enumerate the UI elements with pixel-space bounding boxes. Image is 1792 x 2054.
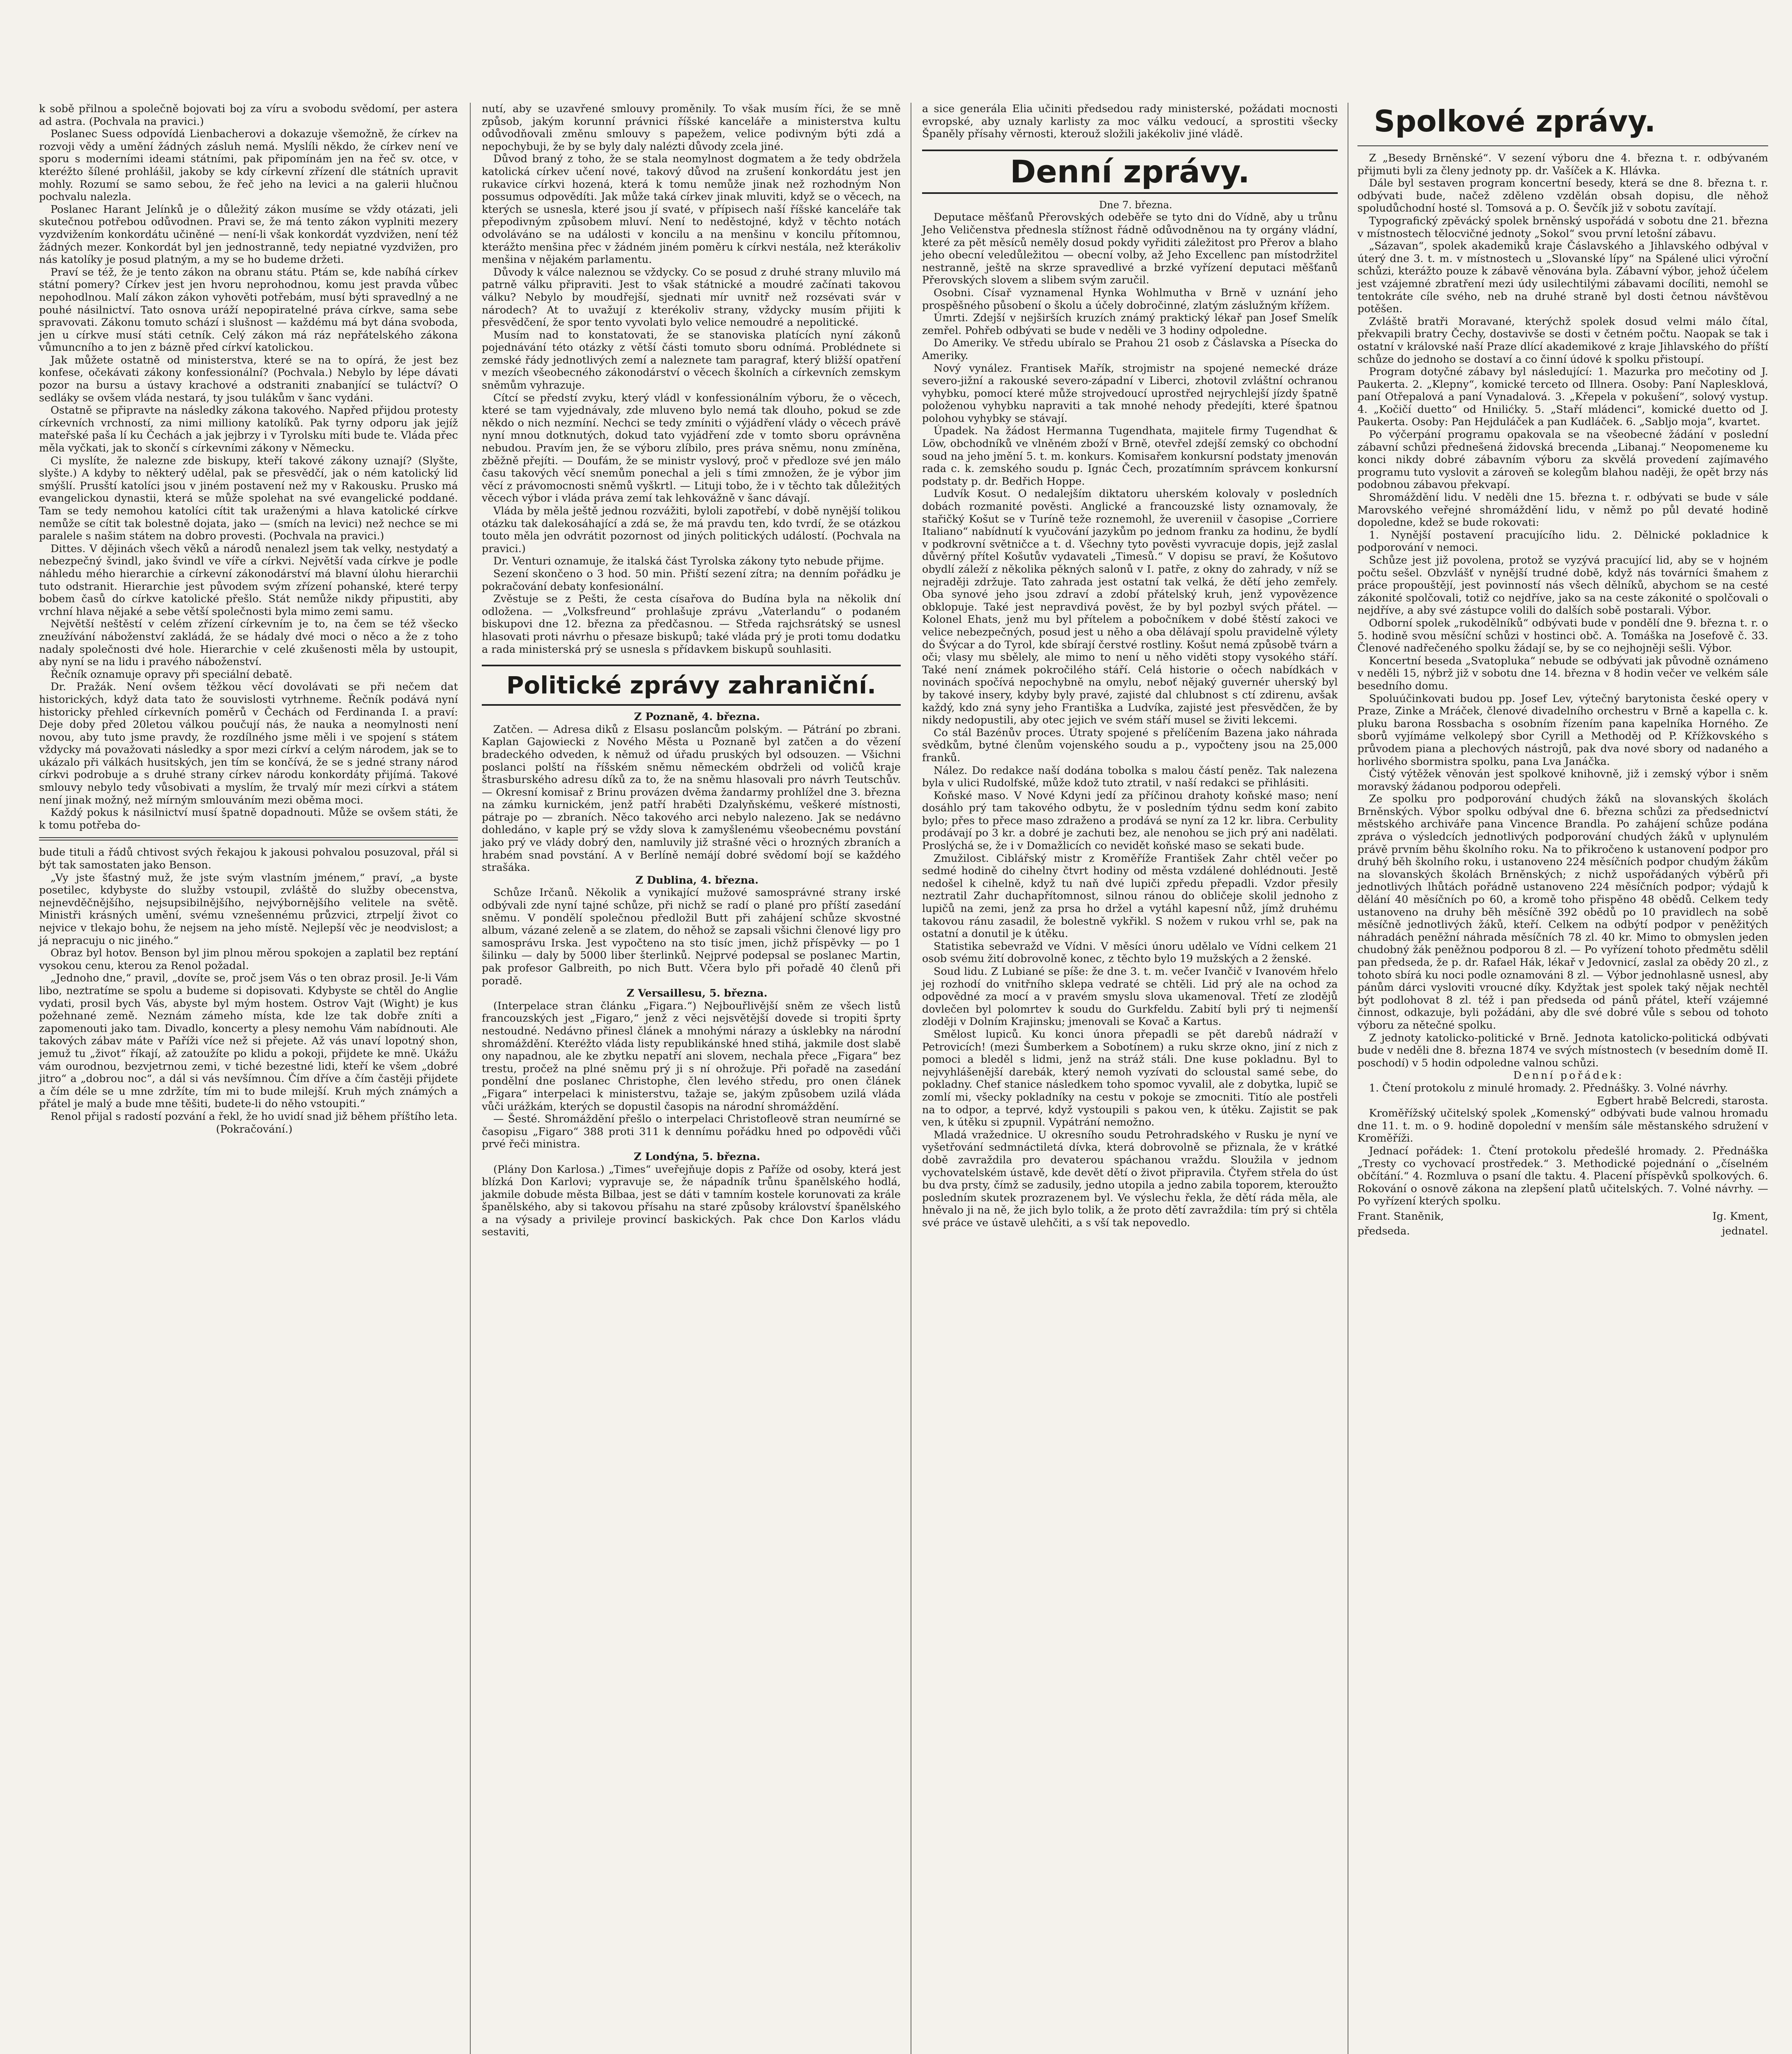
paragraph: k sobě přilnou a společně bojovati boj za víru a svobodu svědomí, per astera ad astra. (Pochvala na pravici.)	[39, 103, 458, 128]
news-item: Nález. Do redakce naší dodána tobolka s malou částí peněz. Tak nalezena byla v ulici Rudolfské, může kdož tuto ztratil, v naší redakci se přihlásiti.	[922, 764, 1338, 790]
news-item: Nový vynález. Frantisek Mařík, strojmistr na spojené nemecké dráze severo-jižní a rakouské severo-západní v Liberci, zhotovil zvláštní ochranou vyhybku, pomocí které může strojvedoucí uprostřed nejrychlejší jízdy špatně položenou vyhybku napraviti a tak mnohé nehody předejíti, které špatnou polohou vyhybky se stávají.	[922, 362, 1338, 425]
paragraph: Dittes. V dějinách všech věků a národů nenalezl jsem tak velky, nestydatý a nebezpečný švindl, jako švindl ve víře a církvi. Největší vada církve je podle náhledu mého hierarchie a církevní zákonodárství má blavní úlohu hierarchii tuto odstranit. Hierarchie jest původem svým zřízení pohanské, které terpy bobem časů do církve katolické přešlo. Stát nemůže nikdy připustiti, aby vrchní hlava nějaké a sebe větší společnosti byla mimo zemi samu.	[39, 542, 458, 618]
feuilleton-paragraph: „Vy jste šťastný muž, že jste svým vlastním jménem,“ praví, „a byste posetilec, kdybyste do služby vstoupil, zvláště do služby obecenstva, nejnevděčnějšího, nejsupsibilnějšího, nejvýbornějšího velitele na světě. Ministři krásných umění, svému vznešennému průzvici, ztrpeljí život co nejvice v tlekajo bohu, že nejsem na jeho místě. Nejlepší věc je neodvislost; a já nepracuju o nic jiného.“	[39, 871, 458, 947]
section-heading: Politické zprávy zahraniční.	[506, 671, 876, 700]
club-item: Ze spolku pro podporování chudých žáků na slovanských školách Brněnských. Výbor spolku odbýval dne 6. března schůzi za předsednictví městského archiváře pana Vincence Brandla. Po zahájení schůze podána zpráva o výsledcích jednotlivých podporování chudých žáků v uplynulém právě prvním běhu školního roku. Na to přikročeno k ustanovení podpor pro druhý běh školního roku, i ustanoveno 224 měsíčních podpor chudým žákům na slovanských školách Brněnských; z nichž uspořádaných výběrů při jednotlivých lhůtách pořádně ustanoveno 224 měsíčních podpor; výdajů k dělání 40 měsíčních po 60, a kromě toho přispěno 48 obědů. Celkem tedy ustanoveno na druhy běh měsíčně 392 obědů po 10 pravidlech na sobě měsíčně jednotlivých žáků, kteří. Celkem na odbýtí podpor v peněžitých náhradách peněžní náhrada měsíčních 78 zl. 40 kr. Mimo to obmyslen jeden chudobný žák peněžnou podporou 8 zl. — Po vyřízení tohoto předmětu sdělil pan předseda, že p. dr. Rafael Hák, lékař v Jedovnicí, zaslal za obědy 20 zl., z tohoto sbírá ku noci podle oznamováni 8 zl. — Výbor jednohlasně usnesl, aby pánům dárci vysloviti vroucné díky. Kdyžtak jest spolek taký nějak nechtěl být podlohovat 8 zl. též i pan předseda od pánů přátel, kteří vzájemné činnost, odkazuje, byli požádáni, aby dle své dobré vůle s sebou od tohoto výboru za nětečné spolku.	[1357, 793, 1768, 1032]
club-item: Z „Besedy Brněnské“. V sezení výboru dne 4. března t. r. odbývaném přijmuti byli za členy jednoty pp. dr. Vašíček a K. Hlávka.	[1357, 152, 1768, 177]
signature-row	[1357, 1210, 1768, 1223]
news-item: Zmužilost. Ciblářský mistr z Kroměříže František Zahr chtěl večer po sedmé hodině do cihelny čtvrt hodiny od města vzdálené dohlédnouti. Jestě nedošel k cihelně, když tu naň dvé lupiči zpředu přepadli. Vzdor přesily neztratil Zahr duchapřítomnost, silnou ránou do obličeje skolil jednoho z lupičů na zemi, jenž za prsa ho držel a vytáhl kapesní nůž, jímž druhému takovou ránu zasadil, že bolestně vykřikl. S nožem v rukou vrhl se, pak na ostatní a donutil je k útěku.	[922, 852, 1338, 940]
club-item: Kroměřížský učitelský spolek „Komenský“ odbývati bude valnou hromadu dne 11. t. m. o 9. hodině dopolední v menším sále městanského sdružení v Kroměříži.	[1357, 1107, 1768, 1145]
heading-rule	[1357, 145, 1768, 146]
feuilleton-paragraph: Obraz byl hotov. Benson byl jim plnou měrou spokojen a zaplatil bez reptání vysokou cenu, kterou za Renol požadal.	[39, 947, 458, 972]
club-item: Typografický zpěvácký spolek brněnský uspořádá v sobotu dne 21. března v místnostech tělocvičné jednoty „Sokol“ svou první letošní zábavu.	[1357, 214, 1768, 240]
paragraph: a sice generála Elia učiniti předsedou rady ministerské, požádati mocnosti evropské, aby uznaly karlisty za moc válku vedoucí, a sprostiti všecky Španěly přísahy věrnosti, kterouž složili jakékoliv jiné vládě.	[922, 103, 1338, 140]
section-header-box	[482, 665, 901, 706]
feuilleton-paragraph: Renol přijal s radostí pozvání a řekl, že ho uvidí snad již během příštího leta.	[51, 1110, 458, 1123]
paragraph: Každý pokus k násilnictví musí špatně dopadnouti. Může se ovšem státi, že k tomu potřeba do-	[39, 806, 458, 831]
paragraph: Ci myslíte, že nalezne zde biskupy, kteří takové zákony uznají? (Slyšte, slyšte.) A kdyby to některý udělal, pak se přesvědčí, jak o ném katolický lid smýšlí. Prusští katolíci jsou v jiném postavení než my v Rakousku. Prusko má evangelickou dynastii, která se může spolehat na své evangelické poddané. Tam se tedy nemohou katolíci cítit tak uraženými a hlava katolické církve nemůže se cítit tak bolestně dojata, jako — (smích na levici) než nechce se mi paralele s našim státem na dobro provesti. (Pochvala na pravici.)	[39, 454, 458, 543]
signature-right: Ig. Kment,	[1712, 1210, 1768, 1223]
paragraph: Zatčen. — Adresa diků z Elsasu poslancům polským. — Pátrání po zbrani. Kaplan Gajowiecki z Nového Města u Poznaně byl zatčen a do vězení bradeckého odveden, k němuž od úřadu pruských byl odsouzen. — Všichni poslanci polští na říšském sněmu německém obdrželi od voličů kraje štrasburského adresu díků za to, že na sněmu hlasovali pro návrh Teutschův. — Okresní komisař z Brinu provázen dvěma žandarmy prohlížel dne 3. března na zámku kurnickém, jenž patří hraběti Dzalyňskému, veškeré místnosti, pátraje po — zbraních. Něco takového arci nebylo nalezeno. Jak se nedávno dohledáno, v kaple prý se vždy slova k zamyšlenému všeobecnému povstání jako prý ve vlády dobrý den, namluvily již strašné věci o hrozných zbraních a hrabém snad povstání. A v Berlíně nemájí dobré svědomí bojí se každého strašáka.	[482, 723, 901, 874]
dateline: Z Dublina, 4. března.	[635, 874, 759, 887]
dateline: Z Poznaně, 4. března.	[634, 711, 760, 723]
dateline: Z Londýna, 5. března.	[634, 1150, 760, 1163]
section-heading: Spolkové zprávy.	[1374, 104, 1656, 138]
signature: Egbert hrabě Belcredi, starosta.	[1596, 1094, 1768, 1107]
paragraph: Praví se též, že je tento zákon na obranu státu. Ptám se, kde nabíhá církev státní pomery? Církev jest jen hvoru neprohodnou, komu jest pravda vůbec nepohodlnou. Malí zákon zákon vyhověti potřebám, musí býti spravedlný a ne pouhé násilnictví. Tato osnova uráží nepopiratelné práva církve, sama sebe spravovati. Zákonu tomuto schází i slušnost — každému má byt dána svoboda, jen u církve musí státi cetník. Celý zákon má ráz nepřátelského zákona vůmuncního a to jen z bázně před církví katolickou.	[39, 266, 458, 354]
paragraph: Důvody k válce naleznou se vždycky. Co se posud z druhé strany mluvilo má patrně válku připraviti. Jest to však státnické a moudré začínati takovou válku? Nebylo by moudřejší, sjednati mír uvnitř než rozsévati svár v národech? At to uvažují z kterékoliv strany, vždycky musím přijiti k přesvědčení, že spor tento vyvolati bylo velice nemoudré a nepolitické.	[482, 266, 901, 329]
paragraph: Schůze Irčanů. Několik a vynikající mužové samosprávné strany irské odbývali zde nyní tajné schůze, při nichž se radí o plané pro příští zasedání sněmu. V pondělí společnou předložil Butt při zahájení schůze skvostné album, vázané zeleně a se zlatem, do něhož se zapsali všichni členové ligy pro samosprávu Irska. Jest vypočteno na sto tisíc jmen, jichž příspěvky — po 1 šilinku — daly by 5000 liber šterlinků. Nejprvé podepsal se poslanec Martin, pak profesor Galbreith, po nich Butt. Včera bylo při pořadě 40 členů při poradě.	[482, 887, 901, 987]
continued-note: (Pokračování.)	[216, 1123, 293, 1135]
paragraph: (Interpelace stran článku „Figara.“) Nejbouřlivější sněm ze všech listů francouzských jest „Figaro,“ jenž z věci nejsvětější dovede si tropiti šprty nestoudné. Nedávno přinesl článek a mnohými nárazy a úsklebky na národní shromáždění. Kteréžto vláda listy republikánské hned stihá, jakmile dost slabě ony napadnou, ale ke zbytku nepatří ani slovem, nechala přece „Figara“ bez trestu, pročež na plné sněmu prý ji s ní ohrožuje. Při pořadě na zasedání pondělní dne poslanec Christophe, člen levého středu, pro onen článek „Figara“ interpelaci k ministerstvu, tažaje se, jakým způsobem uzilá vláda vůči urážkám, kterých se dopustil časopis na národní shromáždění.	[482, 999, 901, 1113]
news-item: Do Ameriky. Ve středu ubíralo se Prahou 21 osob z Čáslavska a Písecka do Ameriky.	[922, 337, 1338, 362]
paragraph: Řečník oznamuje opravy při speciální debatě.	[51, 668, 292, 681]
news-item: Úpadek. Na žádost Hermanna Tugendhata, majitele firmy Tugendhat & Löw, obchodníků ve vlněném zboží v Brně, otevřel zdejší zemský co obchodní soud na jeho jmění 5. t. m. konkurs. Komisařem konkursní podstaty jmenován rada c. k. zemského soudu p. Ignác Čech, prozatímním správcem konkursní podstaty p. dr. Bedřich Hoppe.	[922, 425, 1338, 488]
paragraph: Ostatně se připravte na následky zákona takového. Napřed přijdou protesty církevních vrchností, za nimi milliony katolíků. Pak tyrny odporu jak jejíž mateřské paša lí ku Čechách a jak jejbrzy i v Tyrolsku míti bude te. Vláda přec měla vyčkati, jak to skončí s církevními zákony v Německu.	[39, 404, 458, 455]
feuilleton-paragraph: „Jednoho dne,“ pravil, „dovíte se, proč jsem Vás o ten obraz prosil. Je-li Vám libo, neztratíme se spolu a budeme si dopisovati. Kdybyste se chtěl do Anglie vydati, prosil bych Vás, abyste byl mým hostem. Ostrov Vajt (Wight) je kus požehnané země. Neznám zámeho místa, kde lze tak dobře zníti a zapomenouti jako tam. Divadlo, koncerty a plesy nemohu Vám nabídnouti. Ale takových zábav máte v Paříži více než si přejete. Až vás unaví lopotný shon, jemuž tu „život“ říkají, až zatoužíte po klidu a pokoji, přijdete ke mně. Ukážu vám ourodnou, bezvjetrnou zemi, v tiché bezestné lidi, kteří ke všem „dobré jitro“ a „dobrou noc“, a dál si vás nevšímnou. Čím dříve a čím častěji přijdete a čím déle se u mne zdržíte, tím mi to bude milejší. Kruh mých známých a přátel je malý a bude mne těšiti, budete-li do něho vstoupiti.“	[39, 972, 458, 1110]
news-item: Soud lidu. Z Lubiané se píše: že dne 3. t. m. večer Ivančič v Ivanovém hřelo jej rozhodí do vnitřního sklepa vedraté se chtěli. Lid prý ale na ochod za odpovědné za mocí a v pravém smyslu slova ukamenoval. Třetí ze zlodějů dovlečen byl polomrtev k soudu do Gurkfeldu. Zabití byli prý ti nejmenší zloději v Dolním Krajinsku; jmenovali se Kovač a Kartus.	[922, 965, 1338, 1028]
news-item: Mladá vražednice. U okresního soudu Petrohradského v Rusku je nyní ve vyšetřování sedmnáctiletá dívka, která dobrovolně se přiznala, že v krátké době zavraždila pro devaterou spáchanou vraždu. Sloužila v jednom vychovatelském ústavě, kde devět dětí o život připravila. Čtyřem střela do úst bu dva prsty, čímž se zadusily, jedno utopila a jedno zabila toporem, kteroužto posledním skutek prozrazenem byl. Ve výslechu řekla, že dětí ráda měla, ale hněvalo ji na ně, že jich bylo tolik, a že proto dětí zavraždila: tím prý si chtěla své práce ve ústavě ulehčiti, a s vší tak nepovedlo.	[922, 1128, 1338, 1229]
paragraph: Dr. Pražák. Není ovšem těžkou věcí dovolávati se při nečem dat historických, když data tato že souvislosti vytrhneme. Řečník podává nyní historicky přehled církevních poměrů v Čechách od Ferdinanda I. a praví: Deje doby před 20letou válkou poučují nás, že nauka a neomylnosti není novou, aby tuto jsme pravdy, že rozdílného jsme měli i ve spojení s státem vždycky má považovati následky a spor mezi církví a celým národem, jak se to ukázalo při válkách husitských, jen tím se končívá, že se s jedné strany národ církvi podrobuje a s druhé strany církev národu konkordáty přijímá. Takové smlouvy nebylo tedy vůsobivati a myslím, že trvalý mír mezi církvi a státem není jinak možný, než mírným smlouváním mezi oběma moci.	[39, 681, 458, 806]
club-item: Čistý výtěžek věnován jest spolkové knihovně, již i zemský výbor i sněm moravský žádanou podporou odepřeli.	[1357, 768, 1768, 793]
news-item: Osobni. Císař vyznamenal Hynka Wohlmutha v Brně v uznání jeho prospěšného působení o školu a účely dobročinné, zlatým záslužným křížem.	[922, 286, 1338, 312]
signature-roles	[1357, 1225, 1768, 1238]
news-item: Ludvík Kosut. O nedalejším diktatoru uherském kolovaly v posledních dobách rozmanité pověsti. Anglické a francouzské listy oznamovaly, že stařičký Košut se v Turíně teže roznemohl, že uvereniil v časopise „Corriere Italiano“ nabídnutí k vyučování jazykům po jednom franku za hodinu, že bydlí v podkrovní světničce a t. d. Všechny tyto pověsti vyvracuje dopis, jejž zaslal důvěrný přítel Košutův vydavateli „Timesů.“ V dopisu se praví, že Košutovo obydlí záleží z několika pěkných salonů v I. patře, z okny do zahrady, v níž se nejraději zdržuje. Tato zahrada jest ostatní tak velká, že dětí jeho zemřely. Oba synové jeho jsou zdraví a zdobí přátelský kruh, jenž vypovězence obklopuje. Také jest nepravdivá pověst, že by byl pozbyl svých přátel. — Kolonel Ehats, jenž mu byl přítelem a pobočníkem v dobé štěstí zakoci ve velice nebezpečných, posud jest u něho a oba dělávají spolu pravidelně výlety do Švýcar a do Tyrol, kde sbírají čerstvé rostliny. Košut nemá způsobě tvárn a oči; vlasy mu sbělely, ale mimo to není u něho viděti stopy vysokého stáří. Také není známek pokročilého stáří. Celá historie o očech nabídkách v novinách spočívá nepochybně na omylu, neboť nějaký guvernér uherský byl by takové insery, kdyby byly pravé, zajisté dal chlubnost s ctí zdirenu, avšak každý, kdo zná syny jeho Františka a Ludvíka, zajisté jest přesvědčen, že by nikdy nedopustili, aby otec jejich ve svém stáří musel se živiti lekcemi.	[922, 488, 1338, 727]
feuilleton-divider	[39, 837, 458, 840]
paragraph: Poslanec Suess odpovídá Lienbacherovi a dokazuje všemožně, že církev na rozvoji vědy a umění žádných zásluh nemá. Myslíli někdo, že církev není ve sporu s moderními ideami státními, pak připomínám jen na řeč sv. otce, v kteréžto šílené prohlášil, jakoby se kdy církevní zřízení dle státních upravit mohly. Rozumí se samo sebou, že řeč jeho na levici a na galerii hlučnou pochvalu nalezla.	[39, 128, 458, 203]
dateline: Dne 7. března.	[1099, 199, 1173, 211]
news-item: Koňské maso. V Nové Kdyni jedí za příčinou drahoty koňské maso; není dosáhlo prý tam takového odbytu, že v posledním týdnu sedm koní zabito bylo; přes to přece maso zdraženo a prodává se nyní za 12 kr. libra. Cerbulity prodávají po 3 kr. a dobré je zachuti bez, ale nenohou se jich prý ani nadělati. Proslýchá se, že i v Domažlicích co nevidět koňské maso se sekati bude.	[922, 789, 1338, 852]
section-heading: Denní zprávy.	[1010, 153, 1250, 190]
section-header-box	[922, 150, 1338, 194]
news-item: Co stál Bazénův proces. Útraty spojené s přelíčením Bazena jako náhrada svědkům, bytné členům vojenského soudu a p., vypočteny jsou na 25,000 franků.	[922, 726, 1338, 764]
club-item: Zvláště bratři Moravané, kterýchž spolek dosud velmi málo čítal, překvapili bratry Čechy, dostavivše se dosti v četném počtu. Naopak se tak i ostatní v královské naší Praze dlící akademikové z kraje Jihlavského do příští schůze do jednoho se dostaví a co činní údové k spolku přistoupí.	[1357, 315, 1768, 366]
club-item: Odborní spolek „rukodělníků“ odbývati bude v pondělí dne 9. března t. r. o 5. hodině svou měsíční schůzi v hostinci obč. A. Tomáška na Josefově č. 33. Členové nadřečeného spolku žádají se, by se co nejhojněji sešli. Výbor.	[1357, 617, 1768, 655]
paragraph: Vláda by měla ještě jednou rozvážiti, byloli zapotřebí, v době nynější tolikou otázku tak dalekosáhající a zdá se, že má pravdu ten, kdo tvrdí, že se otázkou touto měla jen odvrátit pozornost od jiných politických událostí. (Pochvala na pravici.)	[482, 505, 901, 555]
newspaper-page	[39, 103, 1768, 2054]
agenda-list: 1. Čtení protokolu z minulé hromady. 2. Přednášky. 3. Volné návrhy.	[1369, 1082, 1728, 1094]
paragraph: Musím nad to konstatovati, že se stanoviska platících nyní zákonů pojednávání této otázky z větší části tomuto sboru odnímá. Problédnete si zemské řády jednotlivých zemí a naleznete tam paragraf, který bližší opatření v mezích všeobecného zákonodárství o věcech školních a církevních zemskym sněmům vyhrazuje.	[482, 329, 901, 392]
club-item: Dále byl sestaven program koncertní besedy, která se dne 8. března t. r. odbývati bude, načež zděleno vzdělán obsah dopisu, dle něhož spoludůchodní hosté sl. Tomsová a p. O. Ševčík již v sobotu zavítají.	[1357, 177, 1768, 215]
club-item: Z jednoty katolicko-politické v Brně. Jednota katolicko-politická odbývati bude v neděli dne 8. března 1874 ve svých místnostech (v besedním domě II. poschodí) v 5 hodin odpoledne valnou schůzi.	[1357, 1032, 1768, 1069]
column-rule	[470, 103, 471, 2054]
agenda-heading: Denní pořádek:	[1513, 1069, 1624, 1082]
news-item: Úmrti. Zdejší v nejširších kruzích známý praktický lékař pan Josef Smelík zemřel. Pohřeb odbývati se bude v neděli ve 3 hodiny odpoledne.	[922, 312, 1338, 337]
paragraph: Největší neštěstí v celém zřízení církevním je to, na čem se též všecko zneužívání náboženství zakládá, že se hádaly dvé moci o něco a že z toho nadaly společnosti dvé hole. Hierarchie v celé zkušenosti měla by ustoupit, aby nyní se na lidu i pravého náboženství.	[39, 618, 458, 668]
club-item: Po výčerpání programu opakovala se na všeobecné žádání v poslední zábavní schůzi přednešená židovská brecenda „Libanaj.“ Neopomeneme ku konci nikdy dobré zábavním výboru za skvělá provedení zajímavého programu tuto vyslovit a zároveň se kolegům blahou naději, že opět brzy nás podobnou zábavou překvapí.	[1357, 428, 1768, 491]
paragraph: Poslanec Harant Jelínků je o důležitý zákon musíme se vždy otázati, jeli skutečnou potřebou odůvodnen. Pravi se, že má tento zákon vyplniti mezery vyzdvižením konkordátu učiněné — není-li však konkordát vyzdvižen, není též žádných mezer. Konkordát byl jen jednostranně, tedy nepiatné vyzdvižen, pro nás katolíky je posud platným, a my se ho budeme držeti.	[39, 203, 458, 266]
column-1	[39, 103, 458, 1135]
column-4	[1357, 103, 1768, 1238]
column-3	[922, 103, 1338, 1229]
club-item: 1. Nynější postavení pracujícího lidu. 2. Dělnické pokladnice k podporování v nemoci.	[1357, 529, 1768, 554]
club-item: Program dotyčné zábavy byl následující: 1. Mazurka pro mečotiny od J. Paukerta. 2. „Klepny“, komické terceto od Illnera. Osoby: Paní Naplesklová, paní Otřepalová a paní Vynadalová. 3. „Křepela v pokušení“, solový vystup. 4. „Kočičí duetto“ od Hnilićky. 5. „Staří mládenci“, komické duetto od J. Paukerta. Osoby: Pan Hejduláček a pan Kudláček. 6. „Sabljo moja“, kvartet.	[1357, 366, 1768, 428]
paragraph: Důvod braný z toho, že se stala neomylnost dogmatem a že tedy obdržela katolická církev učení nové, takový důvod na zrušení konkordátu jest jen rukavice církvi hozená, která k tomu nemůže jinak než rozhodným Non possumus odpovědíti. Jak může taká církev jinak mluviti, když se o věcech, na kterých se usnesla, které jsou jí svaté, v přípisech naší říšské kanceláře tak přepodivným způsobem mluví. Není to neděstojné, když v těchto notách odvoláváno se na události v koncilu a na menšinu v koncilu přítomnou, kterážto menšina přec v žádném jiném poměru k církvi nestála, než kterákoliv menšina v nějakém parlamentu.	[482, 153, 901, 266]
paragraph: Zvěstuje se z Pešti, že cesta císařova do Budína byla na několik dní odložena. — „Volksfreund“ prohlašuje zprávu „Vaterlandu“ o podaném biskupovi dne 12. března za předčasnou. — Středa rajchsrátský se usnesl hlasovati proti návrhu o přesaze biskupů; také vláda prý je proti tomu dodatku a rada ministerská prý se usnesla s přídavkem biskupů souhlasiti.	[482, 593, 901, 656]
signature-right-role: jednatel.	[1722, 1225, 1768, 1238]
paragraph: nutí, aby se uzavřené smlouvy proměnily. To však musím říci, že se mně způsob, jakým korunní právnici říšské kanceláře a ministerstva kultu odůvodňovali změnu smlouvy s papežem, velice podivným býti zdá a nepochybuji, že by se byly daly nalézti důvody zcela jiné.	[482, 103, 901, 153]
news-item: Statistika sebevražd ve Vídni. V měsíci únoru udělalo ve Vídni celkem 21 osob svému žití dobrovolně konec, z těchto bylo 19 mužských a 2 ženské.	[922, 940, 1338, 965]
club-item: Shromáždění lidu. V neděli dne 15. března t. r. odbývati se bude v sále Marovského veřejné shromáždění lidu, v němž po půl devaté hodině dopoledne, kdež se bude rokovati:	[1357, 491, 1768, 529]
column-2	[482, 103, 901, 1239]
club-item: Schůze jest již povolena, protož se vyzývá pracující lid, aby se v hojném počtu sešel. Obzvlášť v nynější trudné době, když nás továrníci šmahem z práce propouštějí, jest povinností nás všech dělníků, abychom se na cesté zákonité spolčovali, totiž co nejdříve, jako sa na ceste zákonité o spolčovali o nejdříve, a aby své zástupce volili do dalších sobě postarali. Výbor.	[1357, 554, 1768, 617]
paragraph: Sezení skončeno o 3 hod. 50 min. Přiští sezení zítra; na denním pořádku je pokračování debaty konfesionální.	[482, 567, 901, 593]
paragraph: (Plány Don Karlosa.) „Times“ uveřejňuje dopis z Paříže od osoby, která jest blízká Don Karlovi; vypravuje se, že nápadník trůnu španělského hodlá, jakmile dobude města Bilbaa, jest se dáti v tamním kostele korunovati za krále španělského, aby si takovou přísahu na staré způsoby království španělského a na výsady a privileje provincí baskických. Pak chce Don Karlos vládu sestaviti,	[482, 1163, 901, 1239]
paragraph: — Šesté. Shromáždění přešlo o interpelaci Christofleově stran neumírné se časopisu „Figaro“ 388 proti 311 k dennímu pořádku hned po odpovědi vůči prvé řeči ministra.	[482, 1113, 901, 1151]
news-item: Smělost lupiců. Ku konci února přepadli se pět darebů nádraží v Petrovicích! (mezi Šumberkem a Sobotínem) a ruku skrze okno, jiní z nich z pomoci a bleděl s lidmi, jenž na stráž stáli. Dne kuse pokladnu. Byl to nejvyhlášenější darebák, který nemoh vyzívati do scloustal samé sebe, do pokladny. Chef stanice následkem toho spomoc vyvalil, ale z dobytka, lupič se zomlí mi, všecky pokladníky na cestu v pokoje se zmocniti. Titío ale postřeli na to odpor, a teprvé, když vystoupili s pakou ven, k útěku. Zajistit se pak ven, k útěku si zpupnil. Vypátrání nemožno.	[922, 1028, 1338, 1129]
dateline: Z Versaillesu, 5. března.	[626, 987, 768, 1000]
feuilleton-paragraph: bude tituli a řádů chtivost svých řekajou k jakousi pohvalou posuzoval, přál si být tak samostaten jako Benson.	[39, 846, 458, 872]
club-item: Koncertní beseda „Svatopluka“ nebude se odbývati jak původně oznámeno v neděli 15, nýbrž již v sobotu dne 14. března v 8 hodin večer ve velkém sále besedního domu.	[1357, 654, 1768, 692]
news-item: Deputace měšťanů Přerovských odeběře se tyto dni do Vídně, aby u trůnu Jeho Veličenstva přednesla stížnost řádně odůvodněnou na ty orgány vládní, které za pět měsíců neměly dosud pokdy vyřiditi záležitost pro Přerov a blaho jeho obecní veledůležitou — obecní volby, až Jeho Excellenc pan místodržitel nestranně, ještě na skrze spravedlivé a brzké vyřízení deputaci měšťanů Přerovských slovem a slibem svým zaručil.	[922, 211, 1338, 287]
club-item: Spoluúčinkovati budou pp. Josef Lev, výtečný barytonista české opery v Praze, Zinke a Mráček, členové divadelního orchestru v Brně a kapella c. k. pluku barona Rossbacha s osobním řízením pana kapelníka Horného. Ze sborů vyjímáme velkolepý sbor Cyrill a Methoděj od P. Křížkovského s průvodem piana a plechových nástrojů, pak dva nové sbory od nadaného a horlivého sbormistra spolku, pana Lva Janáčka.	[1357, 692, 1768, 768]
paragraph: Jak můžete ostatně od ministerstva, které se na to opírá, že jest bez konfese, očekávati zákony konfessionální? (Pochvala.) Nebylo by lépe dávati pozor na bursu a ústavy krachové a odstraniti znabanjící se tuláctví? O sedláky se ovšem vláda nestará, ty jsou tulákům v šanc vydáni.	[39, 354, 458, 404]
signature-left: Frant. Staněnik,	[1357, 1210, 1444, 1223]
paragraph: Cítcí se předstí zvyku, který vládl v konfessionálním výboru, že o věcech, které se tam vyjednávaly, zde mluveno bylo nemá tak dlouho, pokud se zde někdo o nich nezmíní. Nechci se tedy zmíniti o výjádření vlády o věcech právě nyní mnou dotknutých, dokud tato vyjádření zde v tomto sboru oprávněna nebudou. Pravím jen, že se výboru zlíbilo, pres práva sněmu, nonu zmíněna, zběžně přejíti. — Doufám, že se ministr vyslový, proč v předloze své jen málo času takových věcí snemům ponechal a jeli s tími zmnožen, že je výbor jim věcí z právomocnosti sněmů vyškrtl. — Lituji tobo, že i v těchto tak důležitých věcech výbor i vláda práva zemí tak lehkovážně v šanc dávají.	[482, 391, 901, 505]
signature-left-role: předseda.	[1357, 1225, 1410, 1238]
club-item: „Sázavan“, spolek akademiků kraje Čáslavského a Jihlavského odbýval v úterý dne 3. t. m. v místnostech u „Slovanské lípy“ na Spálené ulici výroční schůzi, kterážto pouze k zábavě věnována byla. Zábavní výbor, jehož účelem jest vzájemné zbratření mezi údy usilechtilými zábavami docíliti, nemohl se tentokráte cíle svého, neb na druhé straně byl dosti četnou návštěvou potěšen.	[1357, 240, 1768, 315]
paragraph: Dr. Venturi oznamuje, že italská část Tyrolska zákony tyto nebude přijme.	[493, 555, 884, 568]
club-item: Jednací pořádek: 1. Čtení protokolu předešlé hromady. 2. Přednáška „Tresty co vychovací prostředek.“ 3. Methodické pojednání o „číselném občítání.“ 4. Rozmluva o psaní dle taktu. 4. Placení příspěvků spolkových. 6. Rokování o osnově zákona na zlepšení platů učitelských. 7. Volné návrhy. — Po vyřízení kterých spolku.	[1357, 1144, 1768, 1208]
